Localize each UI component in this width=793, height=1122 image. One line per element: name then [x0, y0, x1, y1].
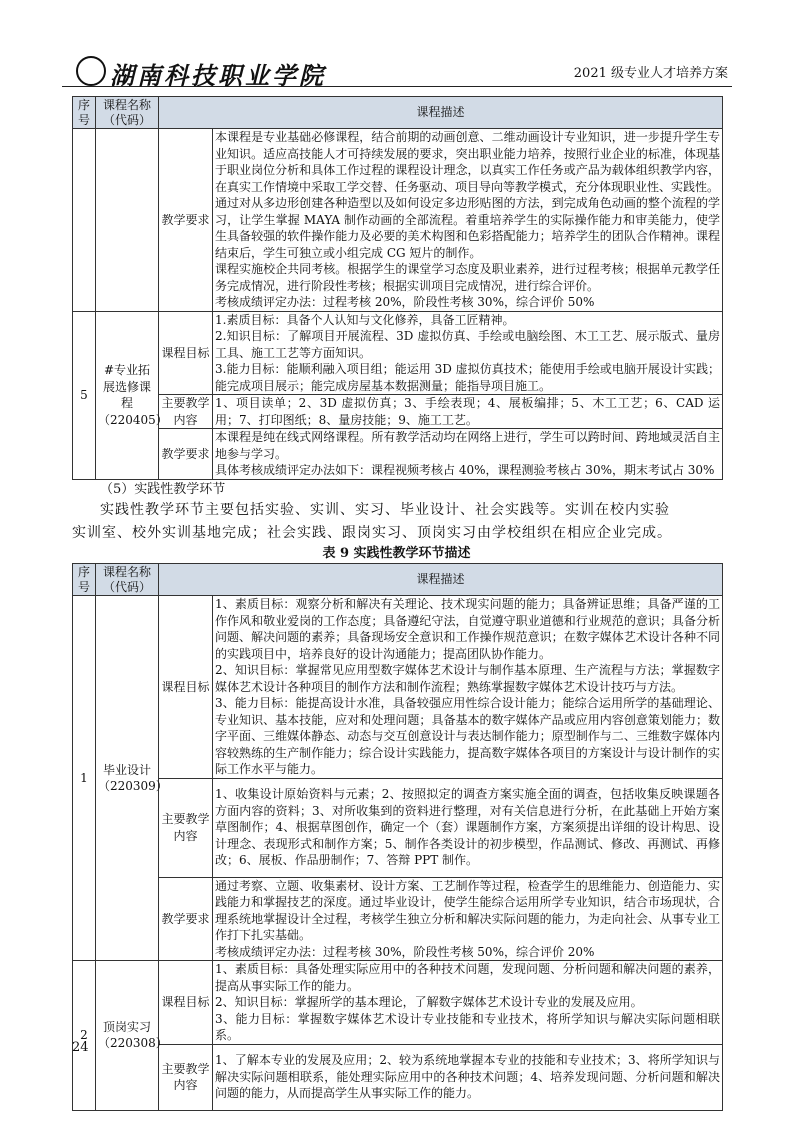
- section-heading: （5）实践性教学环节: [100, 482, 226, 497]
- header-no: 序号: [73, 97, 96, 129]
- row-description: 本课程是纯在线式网络课程。所有教学活动均在网络上进行，学生可以跨时间、跨地域灵活自主地参与学习。 具体考核成绩评定办法如下：课程视频考核占 40%，课程测验考核占 30%，期末考试占 30%: [213, 429, 723, 480]
- row-description: 1.素质目标：具备个人认知与文化修养，具备工匠精神。 2.知识目标：了解项目开展流程、3D 虚拟仿真、手绘或电脑绘图、木工工艺、展示版式、量房工具、施工工艺等方面知识。 3.能力目标：能顺利融入项目组；能运用 3D 虚拟仿真技术；能使用手绘或电脑开展设计实践；能完成项目展示；能完成房屋基本数据测量；能指导项目施工。: [213, 311, 723, 395]
- row-label: 课程目标: [159, 596, 213, 779]
- row-number: 2: [73, 961, 96, 1111]
- practice-table: [72, 563, 723, 1111]
- table-header-row: [73, 564, 723, 596]
- row-number: 1: [73, 596, 96, 961]
- table-row: [73, 1044, 723, 1110]
- table-caption: 表 9 实践性教学环节描述: [322, 546, 471, 561]
- table-row: [73, 429, 723, 480]
- course-name-cell: 毕业设计 （220309）: [96, 596, 159, 961]
- table-row: [73, 395, 723, 429]
- row-label: 教学要求: [159, 429, 213, 480]
- page-header: [62, 52, 732, 90]
- row-label: 主要教学内容: [159, 395, 213, 429]
- course-name-cell: #专业拓展选修课程 （220405）: [96, 311, 159, 479]
- row-description: 1、素质目标：具备处理实际应用中的各种技术问题，发现问题、分析问题和解决问题的素养，提高从事实际工作的能力。 2、知识目标：掌握所学的基本理论，了解数字媒体艺术设计专业的发展及应用。 3、能力目标：掌握数字媒体艺术设计专业技能和专业技术，将所学知识与解决实际问题相联系。: [213, 961, 723, 1045]
- table-header-row: [73, 97, 723, 129]
- row-label: 主要教学内容: [159, 1044, 213, 1110]
- row-label: 课程目标: [159, 961, 213, 1045]
- school-name: 湖南科技职业学院: [110, 61, 326, 90]
- table-row: [73, 311, 723, 395]
- header-course-name: 课程名称（代码）: [96, 97, 159, 129]
- course-name-cell: 顶岗实习 （220308）: [96, 961, 159, 1111]
- row-number: 5: [73, 311, 96, 479]
- row-label: 主要教学内容: [159, 778, 213, 877]
- row-description: 通过考察、立题、收集素材、设计方案、工艺制作等过程，检查学生的思维能力、创造能力、实践能力和掌握技艺的深度。通过毕业设计，使学生能综合运用所学专业知识，结合市场现状，合理系统地掌握设计全过程，考核学生独立分析和解决实际问题的能力，为走向社会、从事专业工作打下扎实基础。 考核成绩评定办法：过程考核 30%，阶段性考核 50%，综合评价 20%: [213, 877, 723, 961]
- page-number: 24: [72, 1040, 89, 1055]
- paragraph-line: 实训室、校外实训基地完成；社会实践、跟岗实习、顶岗实习由学校组织在相应企业完成。: [72, 525, 672, 541]
- row-description: 1、了解本专业的发展及应用；2、较为系统地掌握本专业的技能和专业技术；3、将所学知识与解决实际问题相联系，能处理实际应用中的各种技术问题；4、培养发现问题、分析问题和解决问题的能力，从而提高学生从事实际工作的能力。: [213, 1044, 723, 1110]
- row-description: 1、收集设计原始资料与元素；2、按照拟定的调查方案实施全面的调查，包括收集反映课题各方面内容的资料；3、对所收集到的资料进行整理，对有关信息进行分析，在此基础上开始方案草图制作；4、根据草图创作，确定一个（套）课题制作方案，方案须提出详细的设计构思、设计理念、表现形式和制作方案；5、制作各类设计的初步模型，作品测试、修改、再测试、再修改；6、展板、作品册制作；7、答辩 PPT 制作。: [213, 778, 723, 877]
- row-label: 教学要求: [159, 877, 213, 961]
- header-description: 课程描述: [159, 564, 723, 596]
- row-description: 1、素质目标：观察分析和解决有关理论、技术现实问题的能力；具备辨证思维；具备严谨的工作作风和敬业爱岗的工作态度；具备遵纪守法，自觉遵守职业道德和行业规范的意识；具备分析问题、解决问题的素养；具备现场安全意识和工作操作规范意识；在数字媒体艺术设计各种不同的实践项目中，培养良好的设计沟通能力；提高团队协作能力。 2、知识目标：掌握常见应用型数字媒体艺术设计与制作基本原理、生产流程与方法；掌握数字媒体艺术设计各种项目的制作方法和制作流程；熟练掌握数字媒体艺术设计技巧与方法。 3、能力目标：能提高设计水准，具备较强应用性综合设计能力；能综合运用所学的基础理论、专业知识、基本技能，应对和处理问题；具备基本的数字媒体产品或应用内容创意策划能力；数字平面、三维媒体静态、动态与交互创意设计与表达制作能力；原型制作与二、三维数字媒体内容较熟练的生产制作能力；综合设计实践能力，提高数字媒体各项目的方案设计与设计制作的实际工作水平与能力。: [213, 596, 723, 779]
- course-table-continued: [72, 96, 723, 480]
- header-no: 序号: [73, 564, 96, 596]
- table-row: [73, 778, 723, 877]
- table-row: [73, 961, 723, 1045]
- row-description: 1、项目读单；2、3D 虚拟仿真；3、手绘表现；4、展板编排；5、木工工艺；6、CAD 运用；7、打印图纸；8、量房技能；9、施工工艺。: [213, 395, 723, 429]
- paragraph-line: 实践性教学环节主要包括实验、实训、实习、毕业设计、社会实践等。实训在校内实验: [100, 502, 670, 518]
- row-label: 课程目标: [159, 311, 213, 395]
- row-description: 本课程是专业基础必修课程，结合前期的动画创意、二维动画设计专业知识，进一步提升学生专业知识。适应高技能人才可持续发展的要求，突出职业能力培养，按照行业企业的标准，体现基于职业岗位分析和具体工作过程的课程设计理念，以真实工作任务或产品为载体组织教学内容，在真实工作情境中采取工学交替、任务驱动、项目导向等教学模式，充分体现职业性、实践性。 通过对从多边形创建各种造型以及如何设定多边形贴图的方法，到完成角色动画的整个流程的学习，让学生掌握 MAYA 制作动画的全部流程。着重培养学生的实际操作能力和审美能力，使学生具备较强的软件操作能力及必要的美术构图和色彩搭配能力；培养学生的团队合作精神。课程结束后，学生可独立或小组完成 CG 短片的制作。 课程实施校企共同考核。根据学生的课堂学习态度及职业素养，进行过程考核；根据单元教学任务完成情况，进行阶段性考核；根据实训项目完成情况，进行综合评价。 考核成绩评定办法：过程考核 20%，阶段性考核 30%，综合评价 50%: [213, 129, 723, 312]
- table-row: [73, 877, 723, 961]
- header-course-name: 课程名称（代码）: [96, 564, 159, 596]
- table-row: [73, 596, 723, 779]
- row-label: 教学要求: [159, 129, 213, 312]
- school-logo-icon: [76, 56, 106, 86]
- document-title: 2021 级专业人才培养方案: [573, 66, 728, 81]
- header-description: 课程描述: [159, 97, 723, 129]
- table-row: [73, 129, 723, 312]
